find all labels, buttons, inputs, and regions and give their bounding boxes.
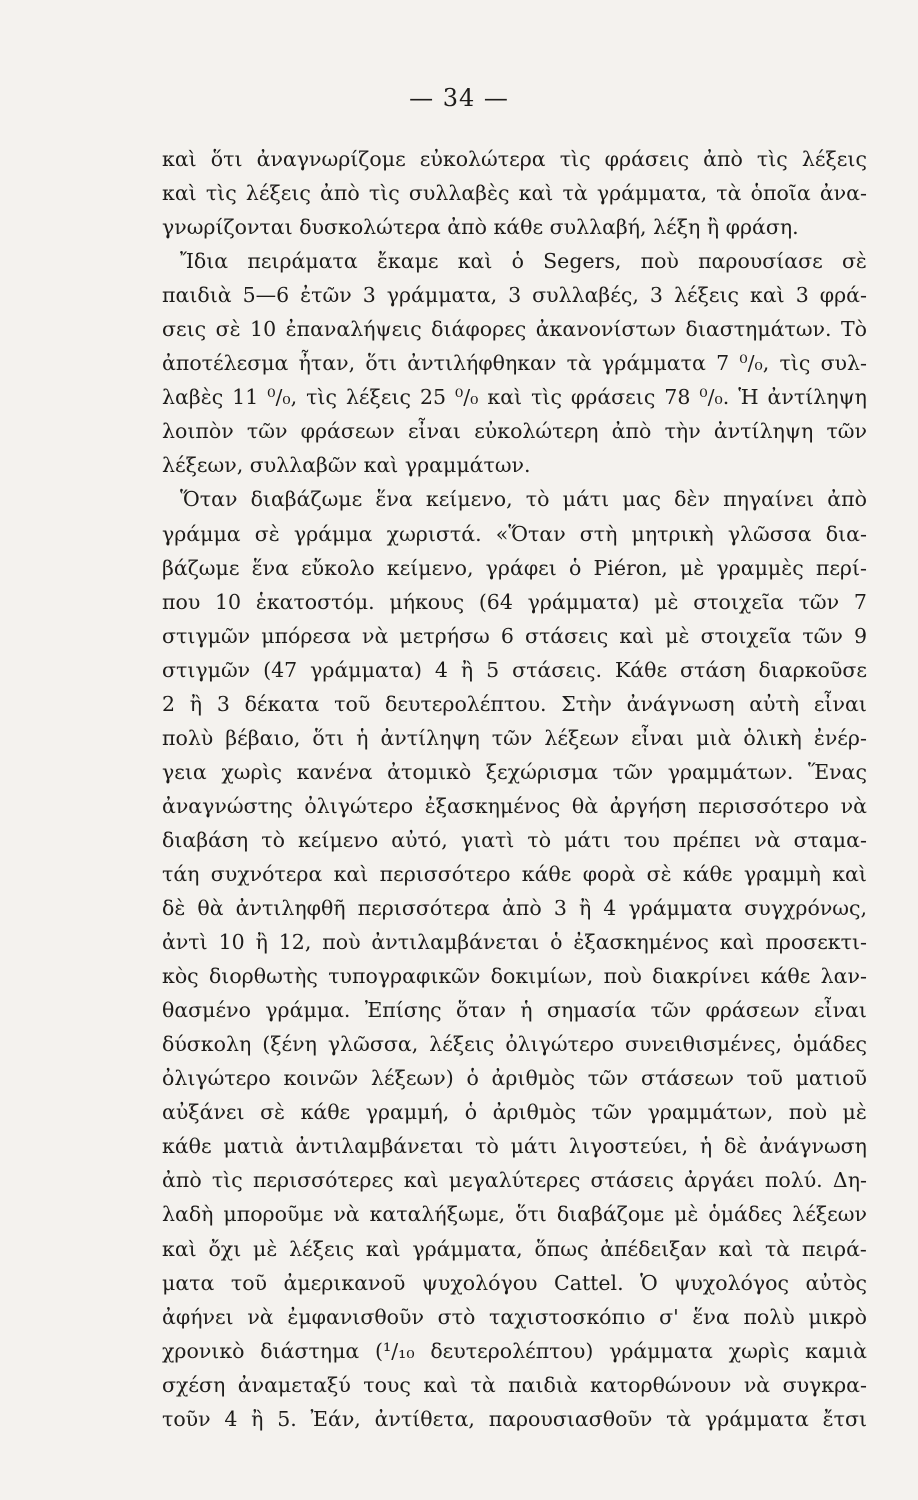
text-line: γνωρίζονται δυσκολώτερα ἀπὸ κάθε συλλαβή, λέξη ἢ φράση. — [162, 215, 799, 240]
text-line: Ὅταν διαβάζωμε ἕνα κείμενο, τὸ μάτι μας δὲν πηγαίνει ἀπὸ — [180, 487, 867, 512]
text-line: σεις σὲ 10 ἐπαναλήψεις διάφορες ἀκανονίστων διαστημάτων. Τὸ — [162, 317, 867, 342]
text-line: σχέση ἀναμεταξύ τους καὶ τὰ παιδιὰ κατορθώνουν νὰ συγκρα- — [162, 1372, 867, 1397]
text-line: θασμένο γράμμα. Ἐπίσης ὅταν ἡ σημασία τῶν φράσεων εἶναι — [162, 998, 867, 1023]
text-line: στιγμῶν (47 γράμματα) 4 ἢ 5 στάσεις. Κάθε στάση διαρκοῦσε — [162, 657, 867, 682]
text-line: διαβάση τὸ κείμενο αὐτό, γιατὶ τὸ μάτι του πρέπει νὰ σταμα- — [162, 827, 867, 852]
text-line: 2 ἢ 3 δέκατα τοῦ δευτερολέπτου. Στὴν ἀνάγνωση αὐτὴ εἶναι — [162, 691, 867, 716]
body-text — [162, 142, 867, 1436]
text-line: γεια χωρὶς κανένα ἀτομικὸ ξεχώρισμα τῶν γραμμάτων. Ἕνας — [162, 759, 867, 784]
text-line: χρονικὸ διάστημα (¹/₁₀ δευτερολέπτου) γράμματα χωρὶς καμιὰ — [162, 1338, 867, 1363]
text-line: παιδιὰ 5—6 ἐτῶν 3 γράμματα, 3 συλλαβές, 3 λέξεις καὶ 3 φρά- — [162, 283, 867, 308]
page-number: — 34 — — [409, 84, 509, 112]
text-line: ἀντὶ 10 ἢ 12, ποὺ ἀντιλαμβάνεται ὁ ἐξασκημένος καὶ προσεκτι- — [162, 930, 867, 955]
text-line: βάζωμε ἕνα εὔκολο κείμενο, γράφει ὁ Piéron, μὲ γραμμὲς περί- — [162, 555, 867, 580]
text-line: δὲ θὰ ἀντιληφθῆ περισσότερα ἀπὸ 3 ἢ 4 γράμματα συγχρόνως, — [162, 896, 867, 921]
text-line: λοιπὸν τῶν φράσεων εἶναι εὐκολώτερη ἀπὸ τὴν ἀντίληψη τῶν — [162, 419, 867, 444]
text-line: λέξεων, συλλαβῶν καὶ γραμμάτων. — [162, 453, 531, 478]
text-line: κάθε ματιὰ ἀντιλαμβάνεται τὸ μάτι λιγοστεύει, ἡ δὲ ἀνάγνωση — [162, 1134, 867, 1159]
text-line: καὶ ὅτι ἀναγνωρίζομε εὐκολώτερα τὶς φράσεις ἀπὸ τὶς λέξεις — [162, 147, 867, 171]
text-line: κὸς διορθωτὴς τυπογραφικῶν δοκιμίων, ποὺ διακρίνει κάθε λαν- — [162, 964, 867, 989]
text-line: λαβὲς 11 ⁰/₀, τὶς λέξεις 25 ⁰/₀ καὶ τὶς φράσεις 78 ⁰/₀. Ἡ ἀντίληψη — [162, 385, 867, 410]
text-line: ματα τοῦ ἀμερικανοῦ ψυχολόγου Cattel. Ὁ ψυχολόγος αὐτὸς — [162, 1270, 867, 1295]
text-line: ἀναγνώστης ὀλιγώτερο ἐξασκημένος θὰ ἀργήση περισσότερο νὰ — [162, 793, 867, 818]
text-line: γράμμα σὲ γράμμα χωριστά. «Ὅταν στὴ μητρικὴ γλῶσσα δια- — [162, 521, 867, 546]
text-line: καὶ τὶς λέξεις ἀπὸ τὶς συλλαβὲς καὶ τὰ γράμματα, τὰ ὁποῖα ἀνα- — [162, 181, 867, 206]
text-line: που 10 ἑκατοστόμ. μήκους (64 γράμματα) μὲ στοιχεῖα τῶν 7 — [162, 589, 867, 614]
text-line: ἀφήνει νὰ ἐμφανισθοῦν στὸ ταχιστοσκόπιο σ' ἕνα πολὺ μικρὸ — [162, 1304, 867, 1329]
text-line: καὶ ὄχι μὲ λέξεις καὶ γράμματα, ὅπως ἀπέδειξαν καὶ τὰ πειρά- — [162, 1236, 867, 1261]
text-line: ἀπὸ τὶς περισσότερες καὶ μεγαλύτερες στάσεις ἀργάει πολύ. Δη- — [162, 1168, 867, 1193]
text-line: ὀλιγώτερο κοινῶν λέξεων) ὁ ἀριθμὸς τῶν στάσεων τοῦ ματιοῦ — [162, 1066, 867, 1091]
text-line: στιγμῶν μπόρεσα νὰ μετρήσω 6 στάσεις καὶ μὲ στοιχεῖα τῶν 9 — [162, 623, 867, 648]
text-line: αὐξάνει σὲ κάθε γραμμή, ὁ ἀριθμὸς τῶν γραμμάτων, ποὺ μὲ — [162, 1100, 867, 1125]
text-line: τάη συχνότερα καὶ περισσότερο κάθε φορὰ σὲ κάθε γραμμὴ καὶ — [162, 861, 867, 886]
text-line: ἀποτέλεσμα ἦταν, ὅτι ἀντιλήφθηκαν τὰ γράμματα 7 ⁰/₀, τὶς συλ- — [162, 351, 867, 376]
text-line: λαδὴ μποροῦμε νὰ καταλήξωμε, ὅτι διαβάζομε μὲ ὁμάδες λέξεων — [162, 1202, 867, 1227]
text-line: πολὺ βέβαιο, ὅτι ἡ ἀντίληψη τῶν λέξεων εἶναι μιὰ ὁλικὴ ἐνέρ- — [162, 725, 867, 750]
text-line: Ἴδια πειράματα ἔκαμε καὶ ὁ Segers, ποὺ παρουσίασε σὲ — [180, 249, 867, 274]
text-line: δύσκολη (ξένη γλῶσσα, λέξεις ὀλιγώτερο συνειθισμένες, ὁμάδες — [162, 1032, 867, 1057]
text-line: τοῦν 4 ἢ 5. Ἐάν, ἀντίθετα, παρουσιασθοῦν τὰ γράμματα ἔτσι — [162, 1406, 867, 1431]
